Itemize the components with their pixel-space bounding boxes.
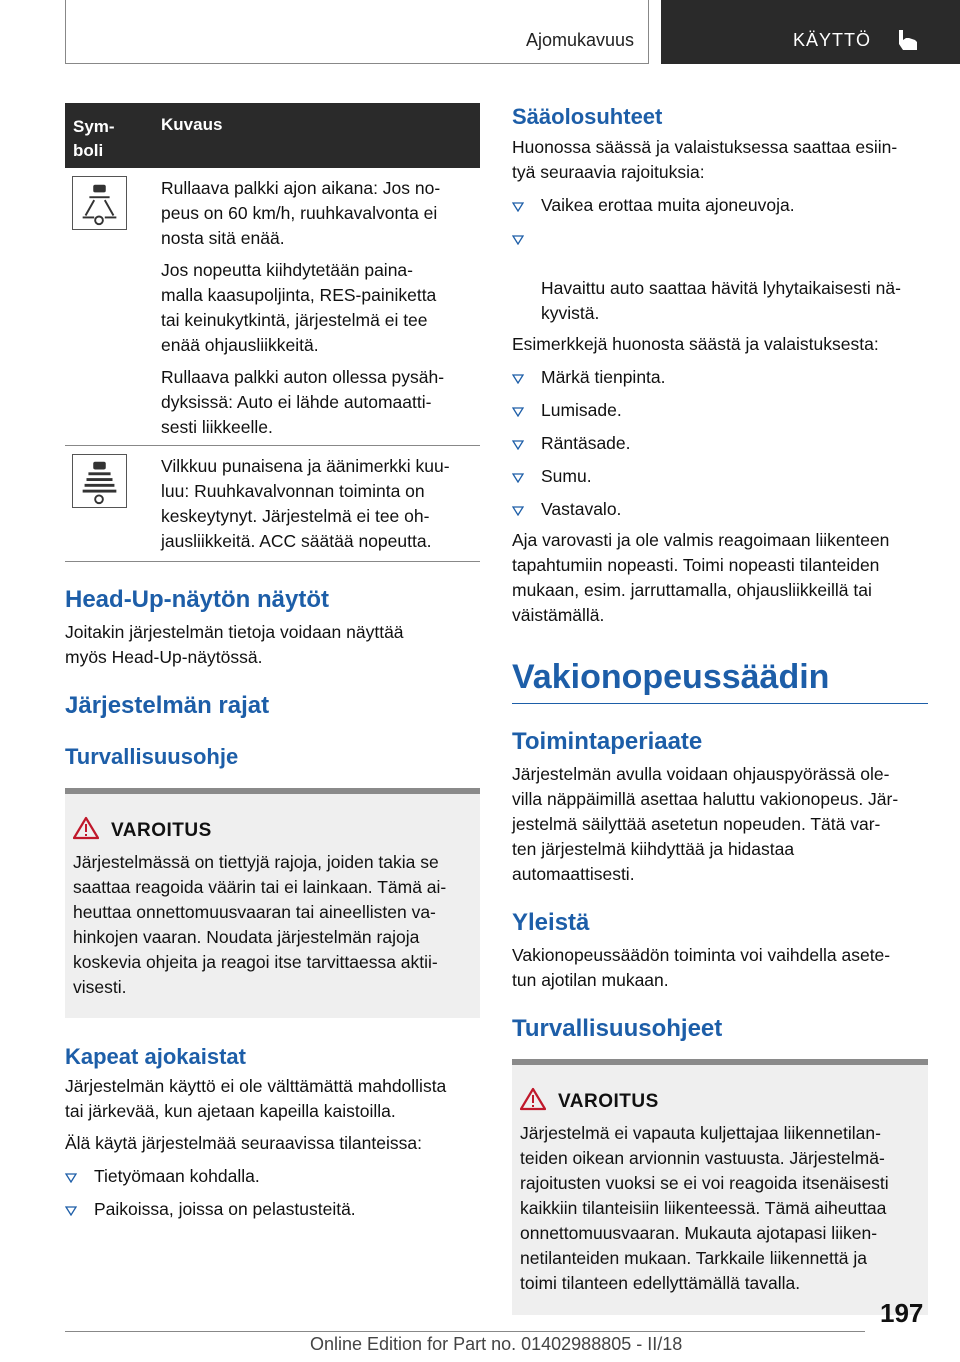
narrow-lanes-heading: Kapeat ajokaistat — [65, 1044, 246, 1069]
bullet-triangle-icon — [512, 202, 524, 212]
weather-heading: Sääolosuhteet — [512, 104, 663, 129]
cruise-control-icon — [72, 176, 127, 230]
table-row-text: Rullaava palkki ajon aikana: Jos no- peus on 60 km/h, ruuhkavalvonta ei nosta sitä enää. — [161, 178, 441, 248]
safety-heading: Turvallisuusohje — [65, 744, 239, 769]
list-item — [512, 497, 928, 522]
list-item-text: Paikoissa, joissa on pelastusteitä. — [94, 1199, 356, 1219]
list-item-text: Havaittu auto saattaa hävitä lyhytaikaisesti nä- kyvistä. — [541, 278, 901, 323]
cruise-heading-rule — [512, 658, 928, 704]
bullet-triangle-icon — [512, 506, 524, 516]
narrow-lanes-text-2: Älä käytä järjestelmää seuraavissa tilanteissa: — [65, 1133, 422, 1153]
list-item-text: Vaikea erottaa muita ajoneuvoja. — [541, 195, 795, 215]
list-item — [512, 431, 928, 456]
page-number: 197 — [880, 1298, 924, 1328]
bullet-triangle-icon — [65, 1206, 77, 1216]
list-item — [512, 398, 928, 423]
left-column — [65, 103, 480, 1222]
cruise-control-alert-icon — [72, 454, 127, 508]
bullet-triangle-icon — [65, 1173, 77, 1183]
principle-heading: Toimintaperiaate — [512, 728, 703, 755]
warning-title: VAROITUS — [558, 1091, 659, 1112]
list-item-text: Tietyömaan kohdalla. — [94, 1166, 260, 1186]
list-item — [512, 464, 928, 489]
safety-instructions-heading: Turvallisuusohjeet — [512, 1015, 723, 1042]
bullet-triangle-icon — [512, 407, 524, 417]
limits-heading: Järjestelmän rajat — [65, 692, 270, 719]
header-section-box — [65, 0, 649, 64]
list-item-text: Vastavalo. — [541, 499, 622, 519]
symbol-table-header — [65, 103, 480, 168]
warning-triangle-icon — [520, 1087, 546, 1111]
header-chapter-title: KÄYTTÖ — [793, 30, 872, 50]
list-item-text: Räntäsade. — [541, 433, 631, 453]
weather-text: Huonossa säässä ja valaistuksessa saattaa esiin- tyä seuraavia rajoituksia: — [512, 137, 898, 182]
list-item — [512, 226, 928, 326]
list-item-text: Märkä tienpinta. — [541, 367, 666, 387]
list-item — [65, 1197, 480, 1222]
table-row-text: Jos nopeutta kiihdytetään paina- malla kaasupoljinta, RES-painiketta tai keinukytkintä, järjestelmä ei tee enää ohjausliikkeitä. — [161, 260, 437, 355]
list-item-text: Lumisade. — [541, 400, 622, 420]
warning-text: Järjestelmä ei vapauta kuljettajaa liikennetilan- teiden oikean arvionnin vastuusta. Järjestelmä- rajoitusten vuoksi se ei voi reagoida itsenäisesti kaikkiin tilanteisiin liikenteessä. Tämä aiheuttaa onnettomuusvaaran. Mukauta ajotapasi liiken- netilanteiden mukaan. Tarkkaile liikennettä ja toimi tilanteen edellyttämällä tavalla. — [520, 1123, 889, 1293]
general-text: Vakionopeussäädön toiminta voi vaihdella asete- tun ajotilan mukaan. — [512, 945, 891, 990]
table-row — [65, 168, 480, 446]
table-header-symbol: Sym- boli — [73, 117, 115, 160]
hud-heading: Head-Up-näytön näytöt — [65, 586, 329, 613]
table-row-text: Vilkkuu punaisena ja äänimerkki kuu- luu: Ruuhkavalvonnan toiminta on keskeytynyt. Järjestelmä ei tee oh- jausliikkeitä. ACC säätää nopeutta. — [161, 456, 450, 551]
warning-box — [65, 788, 480, 1018]
list-item — [65, 1164, 480, 1189]
general-heading: Yleistä — [512, 909, 590, 936]
principle-text: Järjestelmän avulla voidaan ohjauspyörässä ole- villa näppäimillä asettaa haluttu vakionopeus. Jär- jestelmä säilyttää asetetun nopeuden. Tätä var- ten järjestelmä kiihdyttää ja hidastaa automaattisesti. — [512, 764, 899, 884]
weather-examples-intro: Esimerkkejä huonosta säästä ja valaistuksesta: — [512, 334, 879, 354]
bullet-triangle-icon — [512, 440, 524, 450]
hand-pointer-icon — [893, 26, 923, 54]
warning-triangle-icon — [73, 816, 99, 840]
warning-box — [512, 1059, 928, 1315]
footer-divider — [65, 1331, 865, 1332]
list-item — [512, 365, 928, 390]
table-row-text: Rullaava palkki auton ollessa pysäh- dyksissä: Auto ei lähde automaatti- sesti liikkeelle. — [161, 367, 445, 437]
hud-text: Joitakin järjestelmän tietoja voidaan näyttää myös Head-Up-näytössä. — [65, 622, 404, 667]
weather-advice: Aja varovasti ja ole valmis reagoimaan liikenteen tapahtumiin nopeasti. Toimi nopeasti tilanteiden mukaan, esim. jarruttamalla, ohjausliikkeillä tai väistämällä. — [512, 530, 890, 625]
narrow-lanes-text: Järjestelmän käyttö ei ole välttämättä mahdollista tai järkevää, kun ajetaan kapeilla kaistoilla. — [65, 1076, 447, 1121]
list-item-text: Sumu. — [541, 466, 592, 486]
table-header-description: Kuvaus — [161, 115, 223, 134]
list-item — [512, 193, 928, 218]
header-section-title: Ajomukavuus — [525, 30, 634, 50]
footer-edition: Online Edition for Part no. 01402988805 - II/18 — [310, 1334, 683, 1354]
cruise-control-heading: Vakionopeussäädin — [512, 658, 830, 696]
bullet-triangle-icon — [512, 473, 524, 483]
table-row — [65, 446, 480, 562]
header-chapter-tab — [661, 0, 960, 64]
bullet-triangle-icon — [512, 235, 524, 245]
warning-title: VAROITUS — [111, 820, 212, 841]
bullet-triangle-icon — [512, 374, 524, 384]
right-column — [512, 103, 928, 1315]
warning-text: Järjestelmässä on tiettyjä rajoja, joiden takia se saattaa reagoida väärin tai ei lainkaan. Tämä ai- heuttaa onnettomuusvaaran tai aineellisten va- hinkojen vaaran. Noudata järjestelmän rajoja koskevia ohjeita ja reagoi itse tarvittaessa aktii- visesti. — [73, 852, 447, 997]
